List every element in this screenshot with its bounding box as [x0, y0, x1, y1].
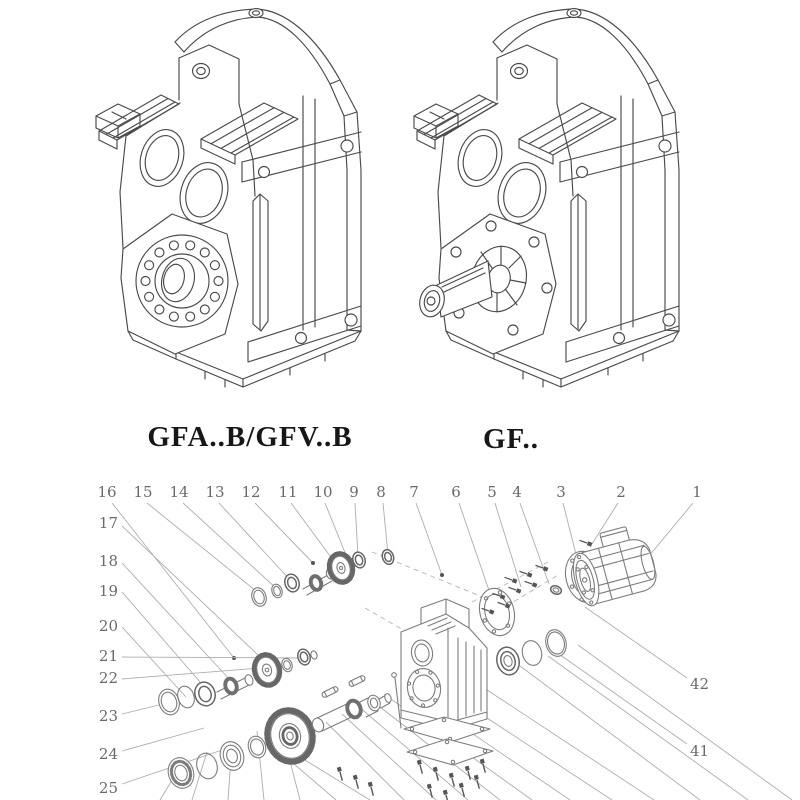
- callout-leader-line: [255, 503, 313, 563]
- part-number-callout: 10: [313, 483, 333, 501]
- part-number-callout: 13: [205, 483, 225, 501]
- leader-line: [520, 666, 700, 800]
- part-number-callout: 23: [98, 707, 118, 725]
- bolt-icon: [433, 767, 440, 782]
- callout-leader-line: [122, 563, 231, 681]
- part-number-callout: 2: [616, 483, 626, 501]
- callout-leader-line: [649, 503, 693, 556]
- callout-leader-line: [112, 503, 234, 658]
- screw-icon: [508, 585, 522, 593]
- bolt-icon: [480, 759, 487, 774]
- part-number-callout: 4: [512, 483, 522, 501]
- callout-leader-line: [291, 503, 336, 564]
- part-number-callout: 21: [98, 647, 118, 665]
- callout-leader-line: [122, 627, 186, 697]
- callout-leader-line: [122, 728, 204, 751]
- shaft-key: [321, 686, 339, 698]
- bolt-icon: [427, 784, 434, 799]
- part-number-callout: 8: [376, 483, 386, 501]
- intermediate-gear: [251, 652, 283, 688]
- output-shaft-parts: [311, 673, 401, 734]
- model-label-right: GF..: [482, 423, 540, 455]
- part-number-callout: 22: [98, 669, 118, 687]
- part-number-callout: 18: [98, 552, 118, 570]
- callout-leader-line: [355, 503, 358, 556]
- part-number-callout: 3: [556, 483, 566, 501]
- part-number-callout: 24: [98, 745, 118, 763]
- screw-icon: [504, 575, 518, 583]
- callout-leader-line: [325, 503, 348, 560]
- callout-leader-line: [520, 503, 549, 584]
- part-number-callout: 16: [97, 483, 117, 501]
- part-number-callout: 25: [98, 779, 118, 797]
- part-number-callout: 41: [690, 742, 710, 760]
- part-number-callout: 1: [692, 483, 702, 501]
- bolt-icon: [443, 790, 450, 800]
- gear-housing: [401, 599, 487, 730]
- callout-leader-line: [495, 503, 521, 587]
- callout-leader-line: [585, 607, 687, 678]
- callout-leader-line: [183, 503, 277, 589]
- leader-line: [326, 722, 404, 800]
- screw-icon: [524, 579, 538, 587]
- callout-leader-line: [416, 503, 442, 575]
- housing-gaskets: [404, 717, 493, 765]
- screw-icon: [579, 538, 593, 546]
- bolt-icon: [353, 775, 360, 790]
- model-label-left: GFA..B/GFV..B: [147, 421, 353, 453]
- part-number-callout: 11: [278, 483, 298, 501]
- callout-leader-line: [122, 526, 258, 655]
- bolt-icon: [474, 775, 481, 790]
- leader-arrow-tip: [311, 561, 315, 565]
- part-number-callout: 14: [169, 483, 189, 501]
- part-number-callout: 6: [451, 483, 461, 501]
- bolt-icon: [337, 767, 344, 782]
- leader-arrow-tip: [440, 573, 444, 577]
- leader-line: [548, 656, 748, 800]
- part-number-callout: 9: [349, 483, 359, 501]
- part-number-callout: 12: [241, 483, 261, 501]
- part-number-callout: 20: [98, 617, 118, 635]
- callout-leader-line: [147, 503, 261, 595]
- leader-line: [578, 645, 792, 800]
- part-number-callout: 42: [690, 675, 710, 693]
- input-shaft-parts: [249, 548, 395, 608]
- exploded-parts: [155, 522, 660, 792]
- input-gear: [326, 551, 356, 585]
- part-number-callout: 15: [133, 483, 153, 501]
- bolt-icon: [368, 782, 375, 797]
- output-gear-large: [262, 705, 319, 767]
- part-number-callout: 19: [98, 582, 118, 600]
- shaft-key: [348, 675, 366, 687]
- callout-leader-line: [383, 503, 388, 555]
- part-number-callout: 5: [487, 483, 497, 501]
- callout-leader-line: [556, 652, 687, 744]
- part-number-callout: 7: [409, 483, 419, 501]
- hollow-output-hub: [121, 214, 238, 354]
- leader-line: [478, 684, 654, 800]
- solid-output-shaft-flange: [416, 214, 556, 354]
- gearbox-drawing-gf: [414, 9, 679, 388]
- gearbox-drawing-gfab: [96, 9, 361, 388]
- part-number-callout: 17: [98, 514, 118, 532]
